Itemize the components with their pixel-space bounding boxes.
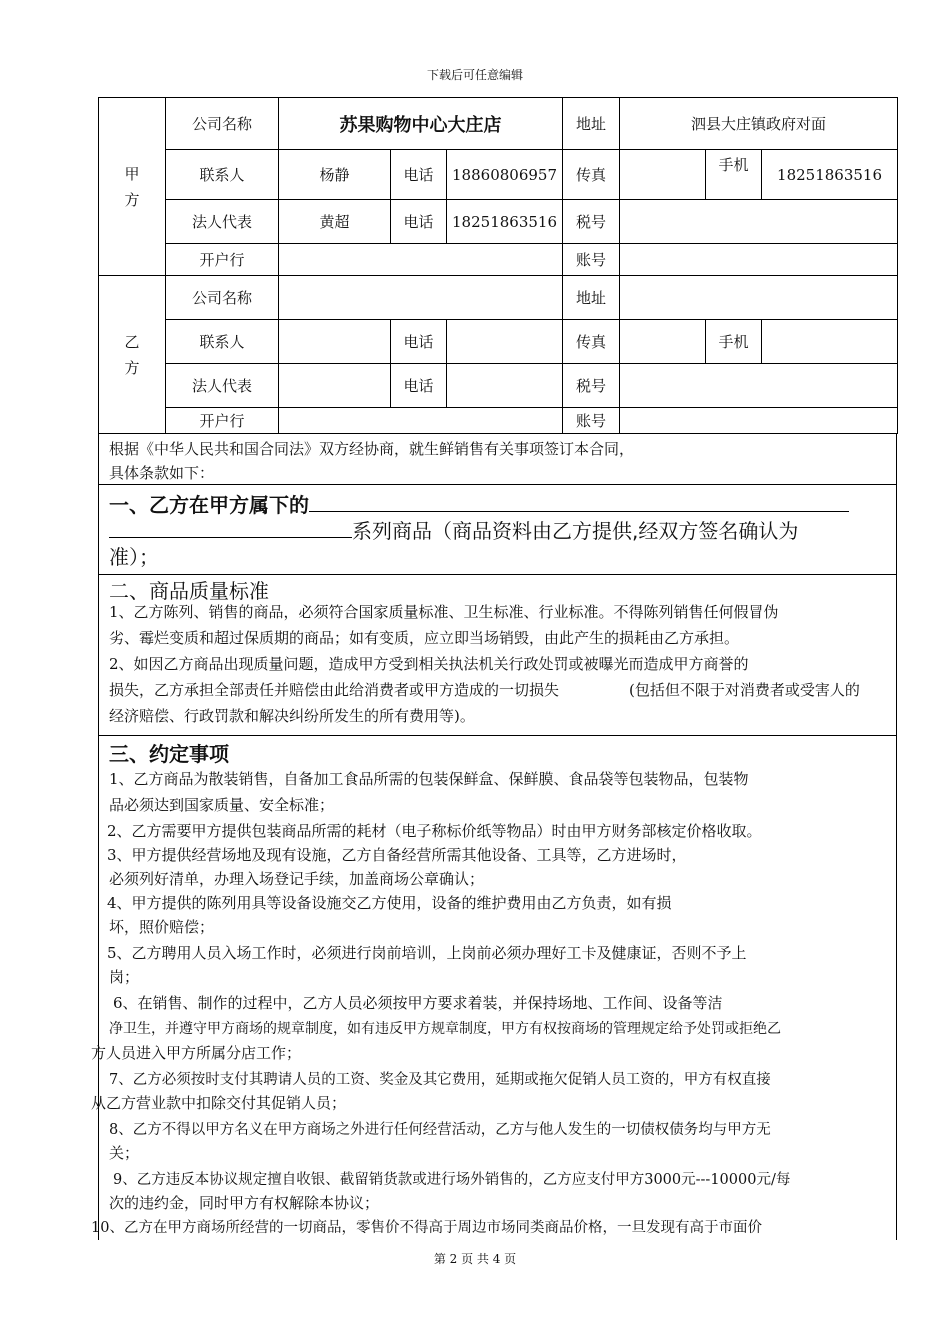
section-3-line-13: 7、乙方必须按时支付其聘请人员的工资、奖金及其它费用，延期或拖欠促销人员工资的，甲方有权直接: [109, 1072, 771, 1088]
party-a-address: 泗县大庄镇政府对面: [620, 98, 898, 150]
party-b-tax: [620, 364, 898, 408]
section-3-line-3: 2、乙方需要甲方提供包装商品所需的耗材（电子称标价纸等物品）时由甲方财务部核定价格收取。: [107, 822, 762, 840]
product-scope-blank: [309, 491, 849, 512]
party-a-bank-label: 开户行: [166, 244, 279, 276]
intro-line-2: 具体条款如下：: [109, 464, 215, 482]
section-1-line-3: 准）；: [109, 545, 159, 569]
party-b-fax: [620, 320, 706, 364]
party-b-address-label: 地址: [563, 276, 620, 320]
party-a-company-label: 公司名称: [166, 98, 279, 150]
section-3-line-11: 净卫生，并遵守甲方商场的规章制度，如有违反甲方规章制度，甲方有权按商场的管理规定给予处罚或拒绝乙: [109, 1021, 781, 1037]
section-2-box: [98, 575, 897, 736]
party-a-company: 苏果购物中心大庄店: [279, 98, 563, 150]
party-a-contact-label: 联系人: [166, 150, 279, 200]
section-1-text-1: 一、乙方在甲方属下的: [109, 493, 309, 517]
section-3-line-12: 方人员进入甲方所属分店工作；: [91, 1044, 302, 1062]
party-a-mobile: 18251863516: [762, 150, 898, 200]
party-a-phone2-label: 电话: [391, 200, 447, 244]
party-a-phone: 18860806957: [447, 150, 563, 200]
party-a-side: 甲方: [124, 164, 140, 209]
section-3-line-1: 1、乙方商品为散装销售，自备加工食品所需的包装保鲜盒、保鲜膜、食品袋等包装物品，包装物: [109, 770, 749, 788]
party-b-fax-label: 传真: [563, 320, 620, 364]
section-3-title: 三、约定事项: [109, 742, 229, 766]
party-b-label: [99, 276, 166, 434]
section-2-line-6: 经济赔偿、行政罚款和解决纠纷所发生的所有费用等)。: [109, 707, 475, 725]
section-3-line-10: 6、在销售、制作的过程中，乙方人员必须按甲方要求着装，并保持场地、工作间、设备等洁: [113, 994, 723, 1012]
section-2-line-2: 劣、霉烂变质和超过保质期的商品；如有变质，应立即当场销毁，由此产生的损耗由乙方承担。: [109, 629, 740, 647]
page-header: 下载后可任意编辑: [426, 68, 523, 82]
product-series-blank: [109, 517, 352, 538]
intro-line-1: 根据《中华人民共和国合同法》双方经协商，就生鲜销售有关事项签订本合同，: [109, 440, 635, 458]
section-3-line-15: 8、乙方不得以甲方名义在甲方商场之外进行任何经营活动，乙方与他人发生的一切债权债务均与甲方无: [109, 1122, 771, 1138]
party-a-tax-label: 税号: [563, 200, 620, 244]
party-b-contact: [279, 320, 391, 364]
section-3-line-5: 必须列好清单，办理入场登记手续，加盖商场公章确认；: [109, 870, 485, 888]
page-footer: 第 2 页 共 4 页: [433, 1252, 517, 1266]
party-b-phone-label: 电话: [391, 320, 447, 364]
party-a-legal-label: 法人代表: [166, 200, 279, 244]
section-3-line-6: 4、甲方提供的陈列用具等设备设施交乙方使用，设备的维护费用由乙方负责，如有损: [107, 894, 672, 912]
party-a-label: [99, 98, 166, 276]
party-a-bank: [279, 244, 563, 276]
party-b-account: [620, 408, 898, 434]
party-b-account-label: 账号: [563, 408, 620, 434]
party-info-table: [98, 97, 898, 434]
party-b-tax-label: 税号: [563, 364, 620, 408]
party-a-legal: 黄超: [279, 200, 391, 244]
party-b-phone2: [447, 364, 563, 408]
section-3-line-9: 岗；: [109, 968, 140, 986]
section-2-title: 二、商品质量标准: [109, 579, 269, 603]
section-3-line-17: 9、乙方违反本协议规定擅自收银、截留销货款或进行场外销售的，乙方应支付甲方3000元---10000元/每: [113, 1172, 791, 1188]
party-b-legal: [279, 364, 391, 408]
party-b-bank-label: 开户行: [166, 408, 279, 434]
party-a-fax-label: 传真: [563, 150, 620, 200]
party-a-mobile-label: 手机: [706, 150, 762, 200]
section-2-line-3: 2、如因乙方商品出现质量问题，造成甲方受到相关执法机关行政处罚或被曝光而造成甲方商誉的: [109, 655, 749, 673]
party-b-side: 乙方: [124, 332, 140, 377]
party-b-phone2-label: 电话: [391, 364, 447, 408]
party-b-contact-label: 联系人: [166, 320, 279, 364]
party-b-phone: [447, 320, 563, 364]
party-b-company: [279, 276, 563, 320]
section-3-box: [91, 736, 897, 1240]
section-2-line-4: 损失，乙方承担全部责任并赔偿由此给消费者或甲方造成的一切损失: [109, 681, 560, 699]
party-b-bank: [279, 408, 563, 434]
intro-box: [98, 434, 897, 485]
section-3-line-19: 10、乙方在甲方商场所经营的一切商品，零售价不得高于周边市场同类商品价格，一旦发现有高于市面价: [91, 1220, 762, 1236]
party-a-fax: [620, 150, 706, 200]
party-b-mobile: [762, 320, 898, 364]
section-3-line-4: 3、甲方提供经营场地及现有设施，乙方自备经营所需其他设备、工具等，乙方进场时，: [107, 846, 687, 864]
party-a-phone-label: 电话: [391, 150, 447, 200]
section-3-line-2: 品必须达到国家质量、安全标准；: [109, 796, 335, 814]
party-a-tax: [620, 200, 898, 244]
section-3-line-7: 坏，照价赔偿；: [109, 918, 215, 936]
section-2-line-5: (包括但不限于对消费者或受害人的: [629, 681, 860, 699]
section-3-line-8: 5、乙方聘用人员入场工作时，必须进行岗前培训，上岗前必须办理好工卡及健康证，否则不予上: [107, 944, 747, 962]
section-3-line-16: 关；: [109, 1144, 140, 1162]
party-b-company-label: 公司名称: [166, 276, 279, 320]
section-3-line-14: 从乙方营业款中扣除交付其促销人员；: [91, 1094, 347, 1112]
party-a-account-label: 账号: [563, 244, 620, 276]
party-a-address-label: 地址: [563, 98, 620, 150]
section-1-line-1: [109, 489, 849, 518]
party-b-mobile-label: 手机: [706, 320, 762, 364]
party-b-address: [620, 276, 898, 320]
section-2-line-1: 1、乙方陈列、销售的商品，必须符合国家质量标准、卫生标准、行业标准。不得陈列销售任何假冒伪: [109, 603, 779, 621]
section-1-text-2: 系列商品（商品资料由乙方提供,经双方签名确认为: [352, 519, 799, 543]
party-a-phone2: 18251863516: [447, 200, 563, 244]
section-1-line-2: [109, 515, 798, 544]
party-a-account: [620, 244, 898, 276]
party-a-contact: 杨静: [279, 150, 391, 200]
party-b-legal-label: 法人代表: [166, 364, 279, 408]
section-3-line-18: 次的违约金，同时甲方有权解除本协议；: [109, 1194, 380, 1212]
section-1-box: [98, 485, 897, 575]
